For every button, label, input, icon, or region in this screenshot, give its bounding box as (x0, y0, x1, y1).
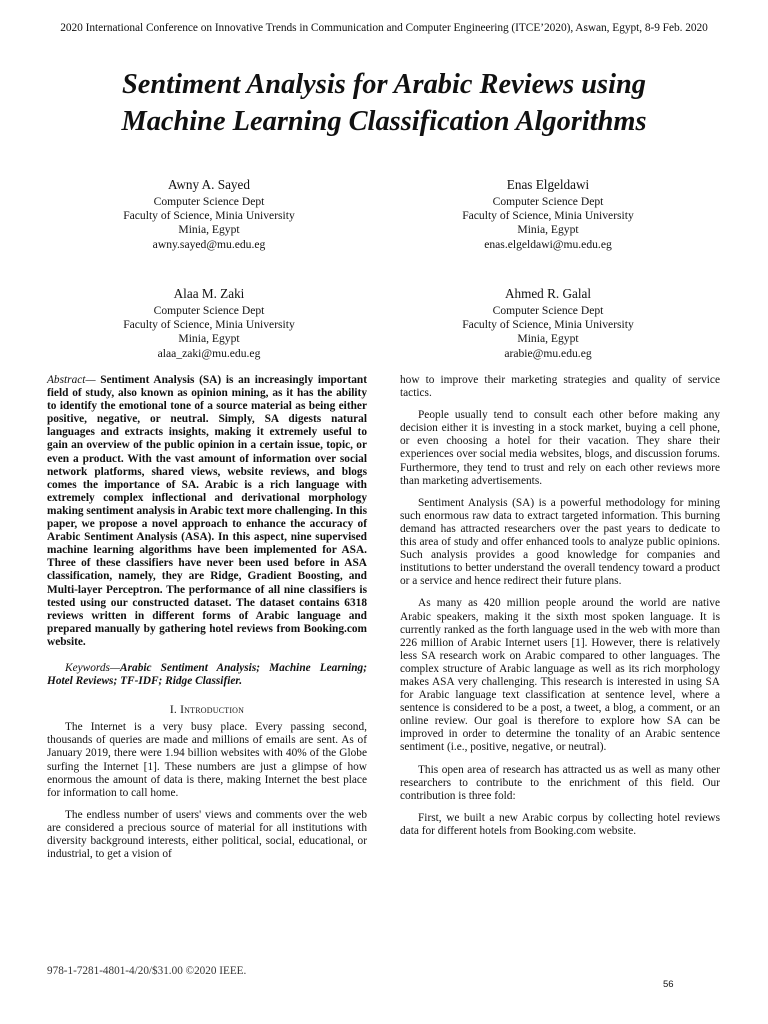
author-name: Enas Elgeldawi (506, 177, 590, 192)
paper-title-line-2: Machine Learning Classification Algorithms (121, 106, 647, 137)
author-name: Ahmed R. Galal (504, 286, 592, 301)
author-block-3 (84, 286, 334, 361)
author-email: enas.elgeldawi@mu.edu.eg (484, 237, 612, 251)
author-block-2 (423, 177, 673, 252)
paragraph: This open area of research has attracted us as well as many other researchers to contribute to the enrichment of this field. Our contribution is three fold: (400, 763, 720, 802)
paragraph: The Internet is a very busy place. Every passing second, thousands of queries are made and millions of emails are sent. As of January 2019, there were 1.94 billion websites with 40% of the Globe surfing the Internet [1]. These numbers are just a glimpse of how enormous the amount of data is there, making Internet the best place for information to call home. (47, 721, 367, 799)
copyright-notice: 978-1-7281-4801-4/20/$31.00 ©2020 IEEE. (47, 965, 247, 977)
paragraph: Sentiment Analysis (SA) is a powerful methodology for mining such enormous raw data to extract targeted information. This burning demand has attracted researchers over the past years to dedicate to this area of study and offer enhanced tools to analyze public opinions. Such analysis provides a good knowledge for companies and institutions to better understand the overall tendency toward a product or a service and hence redirect their future plans. (400, 496, 720, 588)
paragraph-continued: how to improve their marketing strategies and quality of service tactics. (400, 374, 720, 400)
author-location: Minia, Egypt (517, 332, 579, 346)
paper-title-line-1: Sentiment Analysis for Arabic Reviews using (122, 69, 646, 100)
author-name: Alaa M. Zaki (173, 286, 245, 301)
author-email: arabie@mu.edu.eg (504, 346, 592, 360)
author-faculty: Faculty of Science, Minia University (462, 209, 634, 223)
section-heading-introduction: I. Introduction (169, 703, 245, 717)
author-dept: Computer Science Dept (153, 195, 265, 208)
author-location: Minia, Egypt (178, 223, 240, 237)
paragraph: People usually tend to consult each other before making any decision either it is investing in a stock market, buying a cell phone, or even choosing a hotel for their vacation. They share their experiences over social media websites, blogs, and discussion forums. Furthermore, they tend to trust and rely on each other reviews more than marketing advertisements. (400, 409, 720, 487)
author-faculty: Faculty of Science, Minia University (462, 318, 634, 332)
abstract-label: Abstract— (47, 374, 96, 386)
author-location: Minia, Egypt (517, 223, 579, 237)
page-number: 56 (663, 979, 674, 990)
paper-title (40, 66, 728, 140)
author-dept: Computer Science Dept (153, 304, 265, 317)
author-dept: Computer Science Dept (492, 195, 604, 208)
paragraph: The endless number of users' views and comments over the web are considered a precious source of material for all institutions with diversity background interests, either political, social, educational, or industrial, to get a vision of (47, 808, 367, 861)
author-faculty: Faculty of Science, Minia University (123, 209, 295, 223)
keywords-text: Arabic Sentiment Analysis; Machine Learning; Hotel Reviews; TF-IDF; Ridge Classifier. (47, 661, 367, 688)
author-faculty: Faculty of Science, Minia University (123, 318, 295, 332)
author-name: Awny A. Sayed (168, 177, 250, 192)
author-dept: Computer Science Dept (492, 304, 604, 317)
abstract-text: Sentiment Analysis (SA) is an increasingly important field of study, also known as opinion mining, as it has the ability to identify the emotional tone of a source material as being either positive, negative, or neutral. Simply, SA digests natural languages and extracts insights, making it extremely useful to gain an overview of the public opinion in a certain issue, topic, or even a product. With the vast amount of information over social network platforms, shared views, website reviews, and blogs comes the importance of SA. Arabic is a rich language with extremely complex inflectional and derivational morphology making sentiment analysis in Arabic text more challenging. In this paper, we propose a novel approach to enhance the accuracy of Arabic Sentiment Analysis (ASA). In this aspect, nine supervised machine learning algorithms have been implemented for ASA. Three of these classifiers have never been used before in ASA classification, namely, they are Ridge, Gradient Boosting, and Multi-layer Perceptron. The performance of all nine classifiers is tested using our constructed dataset. The dataset contains 6318 reviews written in different forms of Arabic language and prepared manually by gathering hotel reviews from Booking.com website. (47, 374, 367, 648)
left-column (47, 374, 367, 870)
paragraph: As many as 420 million people around the world are native Arabic speakers, making it the sixth most spoken language. It is currently ranked as the forth language used in the web with more than 226 million of Arabic Internet users [1]. However, there is relatively less SA research work on Arabic compared to other languages. The complex structure of Arabic language as well as its rich morphology makes ASA very challenging. This research is interested in using SA for Arabic language text classification at sentence level, where a sentence is considered to be a post, a tweet, a blog, a comment, or an online review. Our goal is therefore to explore how SA can be improved in order to determine the tonality of an Arabic sentence sentiment (i.e., positive, negative, or neutral). (400, 597, 720, 754)
author-block-1 (84, 177, 334, 252)
abstract (47, 374, 367, 649)
keywords (47, 662, 367, 688)
author-location: Minia, Egypt (178, 332, 240, 346)
right-column (400, 374, 720, 847)
conference-header: 2020 International Conference on Innovative Trends in Communication and Computer Engineering (ITCE’2020), Aswan, Egypt, 8-9 Feb. 2020 (60, 22, 708, 34)
author-email: alaa_zaki@mu.edu.eg (157, 346, 261, 360)
author-block-4 (423, 286, 673, 361)
author-email: awny.sayed@mu.edu.eg (152, 237, 266, 251)
keywords-label: Keywords— (65, 661, 121, 674)
paragraph: First, we built a new Arabic corpus by collecting hotel reviews data for different hotels from Booking.com website. (400, 811, 720, 837)
